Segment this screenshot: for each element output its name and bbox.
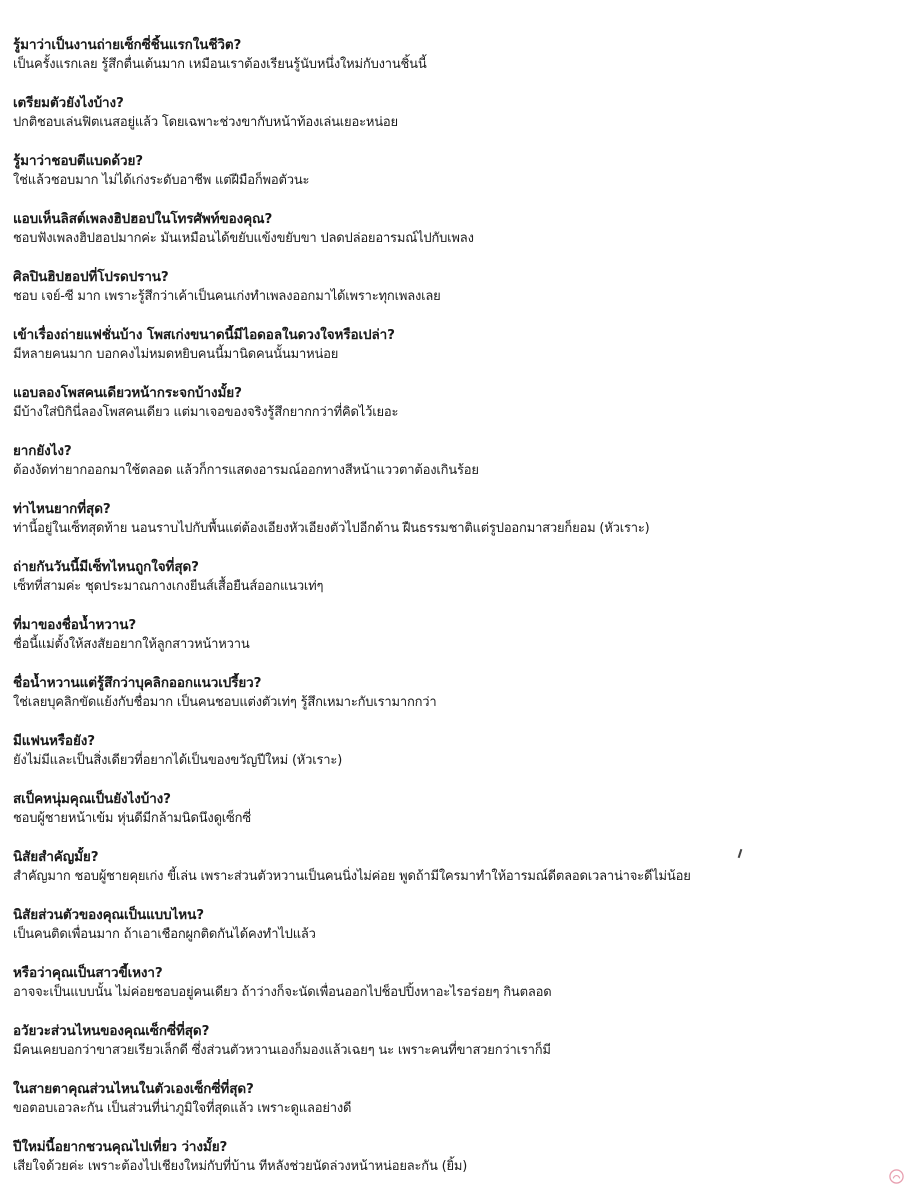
question: นิสัยส่วนตัวของคุณเป็นแบบไหน? [13,907,204,923]
question: ยากยังไง? [13,443,72,459]
answer: ต้องงัดท่ายากออกมาใช้ตลอด แล้วก็การแสดงอารมณ์ออกทางสีหน้าแววตาต้องเกินร้อย [13,463,479,478]
answer: เป็นคนติดเพื่อนมาก ถ้าเอาเชือกผูกติดกันได้คงทำไปแล้ว [13,927,316,942]
question: หรือว่าคุณเป็นสาวขี้เหงา? [13,965,163,981]
answer: สำคัญมาก ชอบผู้ชายคุยเก่ง ขี้เล่น เพราะส่วนตัวหวานเป็นคนนิ่งไม่ค่อย พูดถ้ามีใครมาทำให้อารมณ์ดีตลอดเวลาน่าจะดีไม่น้อย [13,869,691,884]
qa-item [13,383,908,441]
question: ในสายตาคุณส่วนไหนในตัวเองเซ็กซี่ที่สุด? [13,1081,254,1097]
answer: ชอบ เจย์-ซี มาก เพราะรู้สึกว่าเค้าเป็นคนเก่งทำเพลงออกมาได้เพราะทุกเพลงเลย [13,289,441,304]
question: ถ่ายกันวันนี้มีเซ็ทไหนถูกใจที่สุด? [13,559,199,575]
answer: มีคนเคยบอกว่าขาสวยเรียวเล็กดี ซึ่งส่วนตัวหวานเองก็มองแล้วเฉยๆ นะ เพราะคนที่ขาสวยกว่าเราก็มี [13,1043,551,1058]
answer: ใช่เลยบุคลิกขัดแย้งกับชื่อมาก เป็นคนชอบแต่งตัวเท่ๆ รู้สึกเหมาะกับเรามากกว่า [13,695,437,710]
qa-item [13,499,908,557]
logo-mark [893,1176,900,1179]
qa-item [13,267,908,325]
qa-item [13,325,908,383]
answer: ใช่แล้วชอบมาก ไม่ได้เก่งระดับอาชีพ แต่ฝีมือก็พอตัวนะ [13,173,310,188]
qa-item [13,151,908,209]
qa-item [13,441,908,499]
answer: ชอบฟังเพลงฮิปฮอปมากค่ะ มันเหมือนได้ขยับแข้งขยับขา ปลดปล่อยอารมณ์ไปกับเพลง [13,231,474,246]
answer: ขอตอบเอวละกัน เป็นส่วนที่น่าภูมิใจที่สุดแล้ว เพราะดูแลอย่างดี [13,1101,352,1116]
answer: ชอบผู้ชายหน้าเข้ม หุ่นดีมีกล้ามนิดนึงดูเซ็กซี่ [13,811,251,826]
question: อวัยวะส่วนไหนของคุณเซ็กซี่ที่สุด? [13,1023,210,1039]
answer: ยังไม่มีและเป็นสิ่งเดียวที่อยากได้เป็นของขวัญปีใหม่ (หัวเราะ) [13,753,343,768]
qa-item [13,963,908,1021]
question: ชื่อน้ำหวานแต่รู้สึกว่าบุคลิกออกแนวเปรี้ยว? [13,675,262,691]
question: เข้าเรื่องถ่ายแฟชั่นบ้าง โพสเก่งขนาดนี้มีไอดอลในดวงใจหรือเปล่า? [13,327,395,343]
qa-item [13,1079,908,1137]
answer: เป็นครั้งแรกเลย รู้สึกตื่นเต้นมาก เหมือนเราต้องเรียนรู้นับหนึ่งใหม่กับงานชิ้นนี้ [13,57,427,72]
qa-item [13,905,908,963]
answer: ชื่อนี้แม่ตั้งให้สงสัยอยากให้ลูกสาวหน้าหวาน [13,637,250,652]
question: ท่าไหนยากที่สุด? [13,501,111,517]
qa-item [13,557,908,615]
qa-item [13,209,908,267]
answer: เซ็ทที่สามค่ะ ชุดประมาณกางเกงยีนส์เสื้อยืนส์ออกแนวเท่ๆ [13,579,324,594]
question: ปีใหม่นี้อยากชวนคุณไปเที่ยว ว่างมั้ย? [13,1139,228,1155]
qa-item [13,1021,908,1079]
qa-item [13,847,908,905]
question: รู้มาว่าชอบตีแบดด้วย? [13,153,144,169]
qa-item [13,615,908,673]
question: ที่มาของชื่อน้ำหวาน? [13,617,137,633]
question: รู้มาว่าเป็นงานถ่ายเซ็กซี่ชิ้นแรกในชีวิต? [13,37,242,53]
question: นิสัยสำคัญมั้ย? [13,849,99,865]
question: เตรียมตัวยังไงบ้าง? [13,95,124,111]
logo-ring [890,1170,903,1183]
question: มีแฟนหรือยัง? [13,733,95,749]
qa-item [13,1137,908,1195]
question: แอบเห็นลิสต์เพลงฮิปฮอปในโทรศัพท์ของคุณ? [13,211,273,227]
qa-item [13,93,908,151]
qa-item [13,673,908,731]
answer: มีบ้างใส่บิกินี่ลองโพสคนเดียว แต่มาเจอของจริงรู้สึกยากกว่าที่คิดไว้เยอะ [13,405,399,420]
answer: ท่านี้อยู่ในเซ็ทสุดท้าย นอนราบไปกับพื้นแต่ต้องเอียงหัวเอียงตัวไปอีกด้าน ฝืนธรรมชาติแต่รูปออกมาสวยก็ยอม (หัวเราะ) [13,521,650,536]
qa-item [13,789,908,847]
answer: มีหลายคนมาก บอกคงไม่หมดหยิบคนนี้มานิดคนนั้นมาหน่อย [13,347,339,362]
answer: อาจจะเป็นแบบนั้น ไม่ค่อยชอบอยู่คนเดียว ถ้าว่างก็จะนัดเพื่อนออกไปช็อปปิ้งหาอะไรอร่อยๆ กินตลอด [13,985,552,1000]
qa-item [13,35,908,93]
question: ศิลปินฮิปฮอปที่โปรดปราน? [13,269,169,285]
qa-item [13,731,908,789]
interview-qa-list [13,35,908,1195]
question: สเป็คหนุ่มคุณเป็นยังไงบ้าง? [13,791,171,807]
answer: เสียใจด้วยค่ะ เพราะต้องไปเชียงใหม่กับที่บ้าน ทีหลังช่วยนัดล่วงหน้าหน่อยละกัน (ยิ้ม) [13,1159,468,1174]
magazine-logo-icon [889,1169,904,1184]
question: แอบลองโพสคนเดียวหน้ากระจกบ้างมั้ย? [13,385,242,401]
answer: ปกติชอบเล่นฟิตเนสอยู่แล้ว โดยเฉพาะช่วงขากับหน้าท้องเล่นเยอะหน่อย [13,115,398,130]
